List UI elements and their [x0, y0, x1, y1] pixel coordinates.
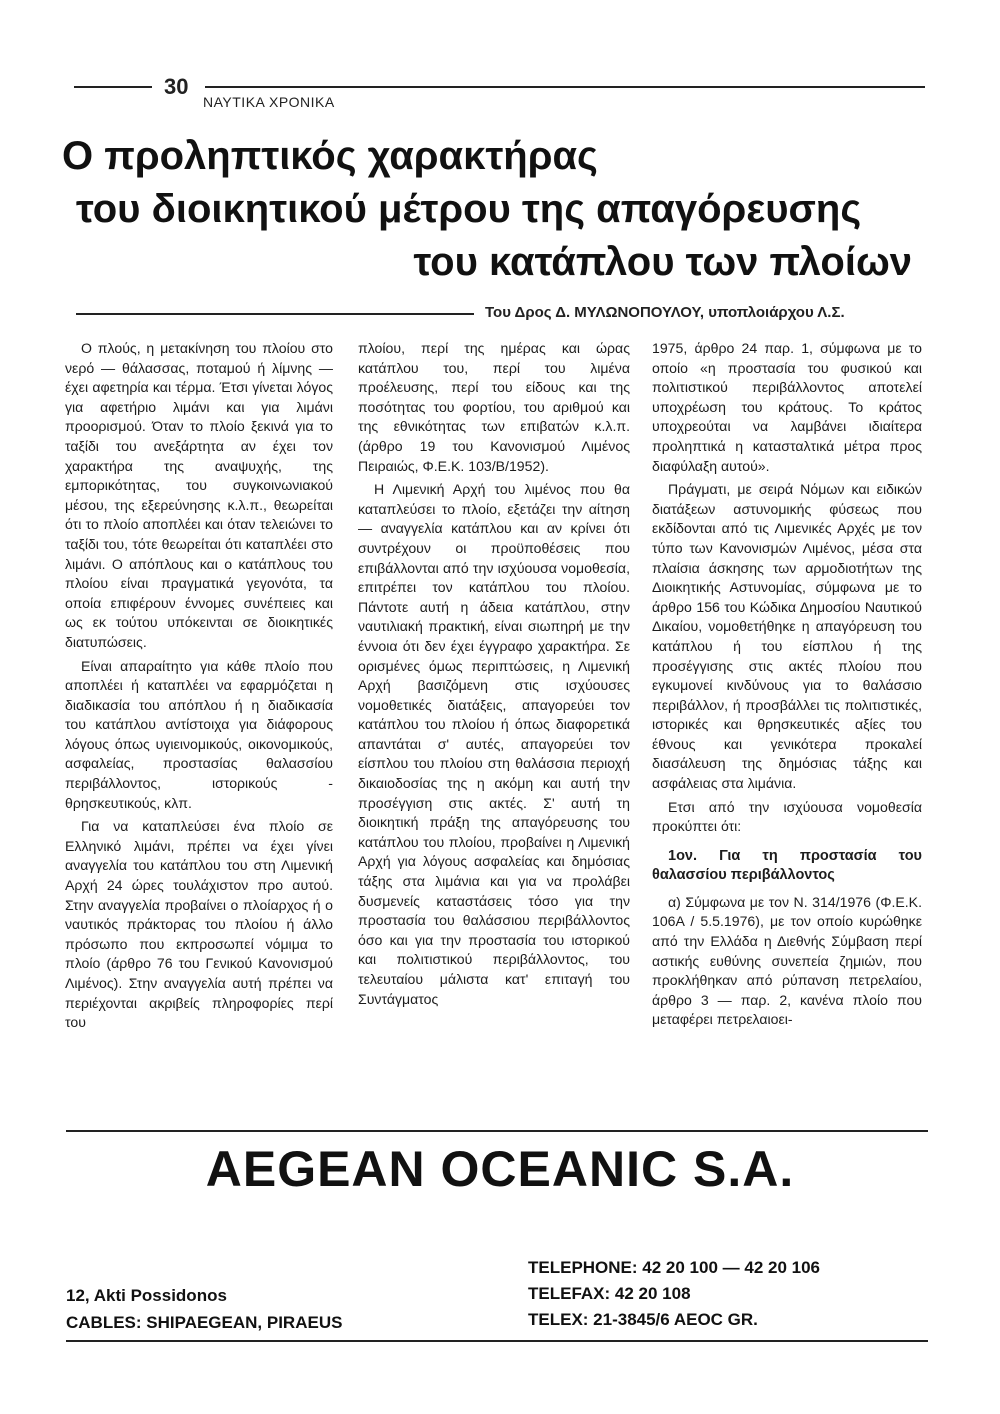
article-column-1: [65, 339, 333, 1037]
title-line-3: του κατάπλου των πλοίων: [413, 240, 912, 284]
title-line-2: του διοικητικού μέτρου της απαγόρευσης: [76, 187, 862, 231]
article-column-3: [652, 339, 922, 1034]
header-rule-right: [205, 86, 925, 88]
title-line-1: Ο προληπτικός χαρακτήρας: [62, 134, 598, 178]
byline-rule: [76, 313, 474, 315]
advert-address: 12, Akti Possidonos: [66, 1286, 227, 1305]
advert-telex: TELEX: 21-3845/6 AEOC GR.: [528, 1310, 758, 1329]
paragraph: Για να καταπλεύσει ένα πλοίο σε Ελληνικό λιμάνι, πρέπει να έχει γίνει αναγγελία του κατάπλου του στη Λιμενική Αρχή 24 ώρες τουλάχιστον προ αυτού. Στην αναγγελία προβαίνει ο πλοίαρχος ή ο ναυτικός πράκτορας του πλοίου ή άλλο πρόσωπο που εκπροσωπεί νόμιμα το πλοίο (άρθρο 76 του Γενικού Κανονισμού Λιμένος). Στην αναγγελία αυτή πρέπει να περιέχονται ακριβείς πληροφορίες περί του: [65, 818, 333, 1031]
paragraph: Ετσι από την ισχύουσα νομοθεσία προκύπτει ότι:: [652, 798, 922, 835]
paragraph: Είναι απαραίτητο για κάθε πλοίο που αποπλέει ή καταπλέει να εφαρμόζεται η διαδικασία του απόπλου ή η διαδικασία του κατάπλου αντίστοιχα για διάφορους λόγους όπως υγιεινομικούς, οικονομικούς, ασφαλείας, προστασίας θαλασσίου περιβάλλοντος, ιστορικούς - θρησκευτικούς, κλπ.: [65, 657, 333, 811]
advert-address-block: [66, 1282, 342, 1336]
paragraph: πλοίου, περί της ημέρας και ώρας κατάπλου του, περί του λιμένα προέλευσης, περί του είδους και της ποσότητας του φορτίου, του αριθμού και της εθνικότητας των επιβατών κ.λ.π. (άρθρο 19 του Κανονισμού Λιμένος Πειραιώς, Φ.Ε.Κ. 103/Β/1952).: [358, 340, 630, 474]
paragraph: Η Λιμενική Αρχή του λιμένος που θα καταπλεύσει το πλοίο, εξετάζει την αίτηση — αναγγελία κατάπλου και αν κρίνει ότι συντρέχουν οι προϋποθέσεις που επιβάλλονται από την ισχύουσα νομοθεσία, επιτρέπει τον κατάπλου του πλοίου. Πάντοτε αυτή η άδεια κατάπλου, στην ναυτιλιακή πρακτική, είναι σιωπηρή με την έννοια ότι δεν έχει έγγραφο χαρακτήρα. Σε ορισμένες όμως περιπτώσεις, η Λιμενική Αρχή βασιζόμενη στις ισχύουσες νομοθετικές διατάξεις, απαγορεύει τον κατάπλου του πλοίου ή όπως διαφορετικά απαντάται σ' αυτές, απαγορεύει τον είσπλου του πλοίου στη θαλάσσια περιοχή δικαιοδοσίας της η ακόμη και αυτή την προσέγγιση στις ακτές. Σ' αυτή τη διοικητική πράξη της απαγόρευσης του κατάπλου του πλοίου, προβαίνει η Λιμενική Αρχή για λόγους ασφαλείας και δημόσιας τάξης στα λιμάνια και για να προλάβει δυσμενείς καταστάσεις τόσο για την προστασία του θαλάσσιου περιβάλλοντος όσο και για την προστασία του ιστορικού και πολιτιστικού περιβάλλοντος, του τελευταίου μάλιστα κατ' επιταγή του Συντάγματος: [358, 481, 630, 1007]
advert-company-name: AEGEAN OCEANIC S.A.: [205, 1141, 795, 1197]
page-number: 30: [164, 74, 189, 99]
byline: Του Δρος Δ. ΜΥΛΩΝΟΠΟΥΛΟΥ, υποπλοιάρχου Λ.Σ.: [485, 304, 845, 321]
magazine-name: ΝΑΥΤΙΚΑ ΧΡΟΝΙΚΑ: [203, 94, 335, 110]
header-rule-left: [74, 86, 152, 88]
article-title: [62, 130, 912, 289]
advert-rule-top: [66, 1130, 928, 1132]
paragraph: α) Σύμφωνα με τον Ν. 314/1976 (Φ.Ε.Κ. 106Α / 5.5.1976), με τον οποίο κυρώθηκε από την Ελλάδα η Διεθνής Σύμβαση περί αστικής ευθύνης συνεπεία ζημιών, που προκλήθηκαν από ρύπανση πετρελαίου, άρθρο 3 — παρ. 2, κανένα πλοίο που μεταφέρει πετρελαιοει-: [652, 893, 922, 1028]
advert-contact-block: [528, 1255, 820, 1333]
advert-telephone: TELEPHONE: 42 20 100 — 42 20 106: [528, 1258, 820, 1277]
advert-cables: CABLES: SHIPAEGEAN, PIRAEUS: [66, 1313, 343, 1332]
paragraph: 1975, άρθρο 24 παρ. 1, σύμφωνα με το οποίο «η προστασία του φυσικού και πολιτιστικού περιβάλλοντος αποτελεί υποχρέωση του κράτους. Το κράτος υποχρεούται να λαμβάνει ιδιαίτερα προληπτικά η κατασταλτικά μέτρα προς διαφύλαξη αυτού».: [652, 340, 922, 474]
section-heading: 1ον. Για τη προστασία του θαλασσίου περιβάλλοντος: [652, 847, 922, 883]
paragraph: Ο πλούς, η μετακίνηση του πλοίου στο νερό — θάλασσας, ποταμού ή λίμνης — έχει αφετηρία και τέρμα. Έτσι γίνεται λόγος για αφετήριο λιμάνι και για λιμάνι προορισμού. Όταν το πλοίο ξεκινά για το ταξίδι του ανεξάρτητα αν έχει τον χαρακτήρα της αναψυχής, της εμπορικότητας, του συγκοινωνιακού μέσου, της εξερεύνησης κ.λ.π., θεωρείται ότι το πλοίο αποπλέει και όταν τελειώνει το ταξίδι του, τότε θεωρείται ότι καταπλέει στο λιμάνι. Ο απόπλους και ο κατάπλους του πλοίου είναι πραγματικά γεγονότα, τα οποία επιφέρουν έννομες συνέπειες και ως εκ τούτου υπόκεινται σε διοικητικές διατυπώσεις.: [65, 340, 333, 650]
article-column-2: [358, 339, 630, 1013]
advert-telefax: TELEFAX: 42 20 108: [528, 1284, 691, 1303]
advert-rule-bottom: [66, 1340, 928, 1342]
paragraph: Πράγματι, με σειρά Νόμων και ειδικών διατάξεων αστυνομικής φύσεως που εκδίδονται από τις Λιμενικές Αρχές με τον τύπο των Κανονισμών Λιμένος, μέσα στα πλαίσια άσκησης των αρμοδιοτήτων της Διοικητικής Αστυνομίας, σύμφωνα με το άρθρο 156 του Κώδικα Δημοσίου Ναυτικού Δικαίου, νομοθετήθηκε η απαγόρευση του κατάπλου ή του είσπλου ή της προσέγγισης στις ακτές πλοίου που εγκυμονεί κινδύνους για το θαλάσσιο περιβάλλον, ή προσβάλλει τις πολιτιστικές, ιστορικές και θρησκευτικές αξίες του έθνους και γενικότερα προκαλεί διασάλευση της δημόσιας τάξης και ασφάλειας στα λιμάνια.: [652, 481, 922, 792]
